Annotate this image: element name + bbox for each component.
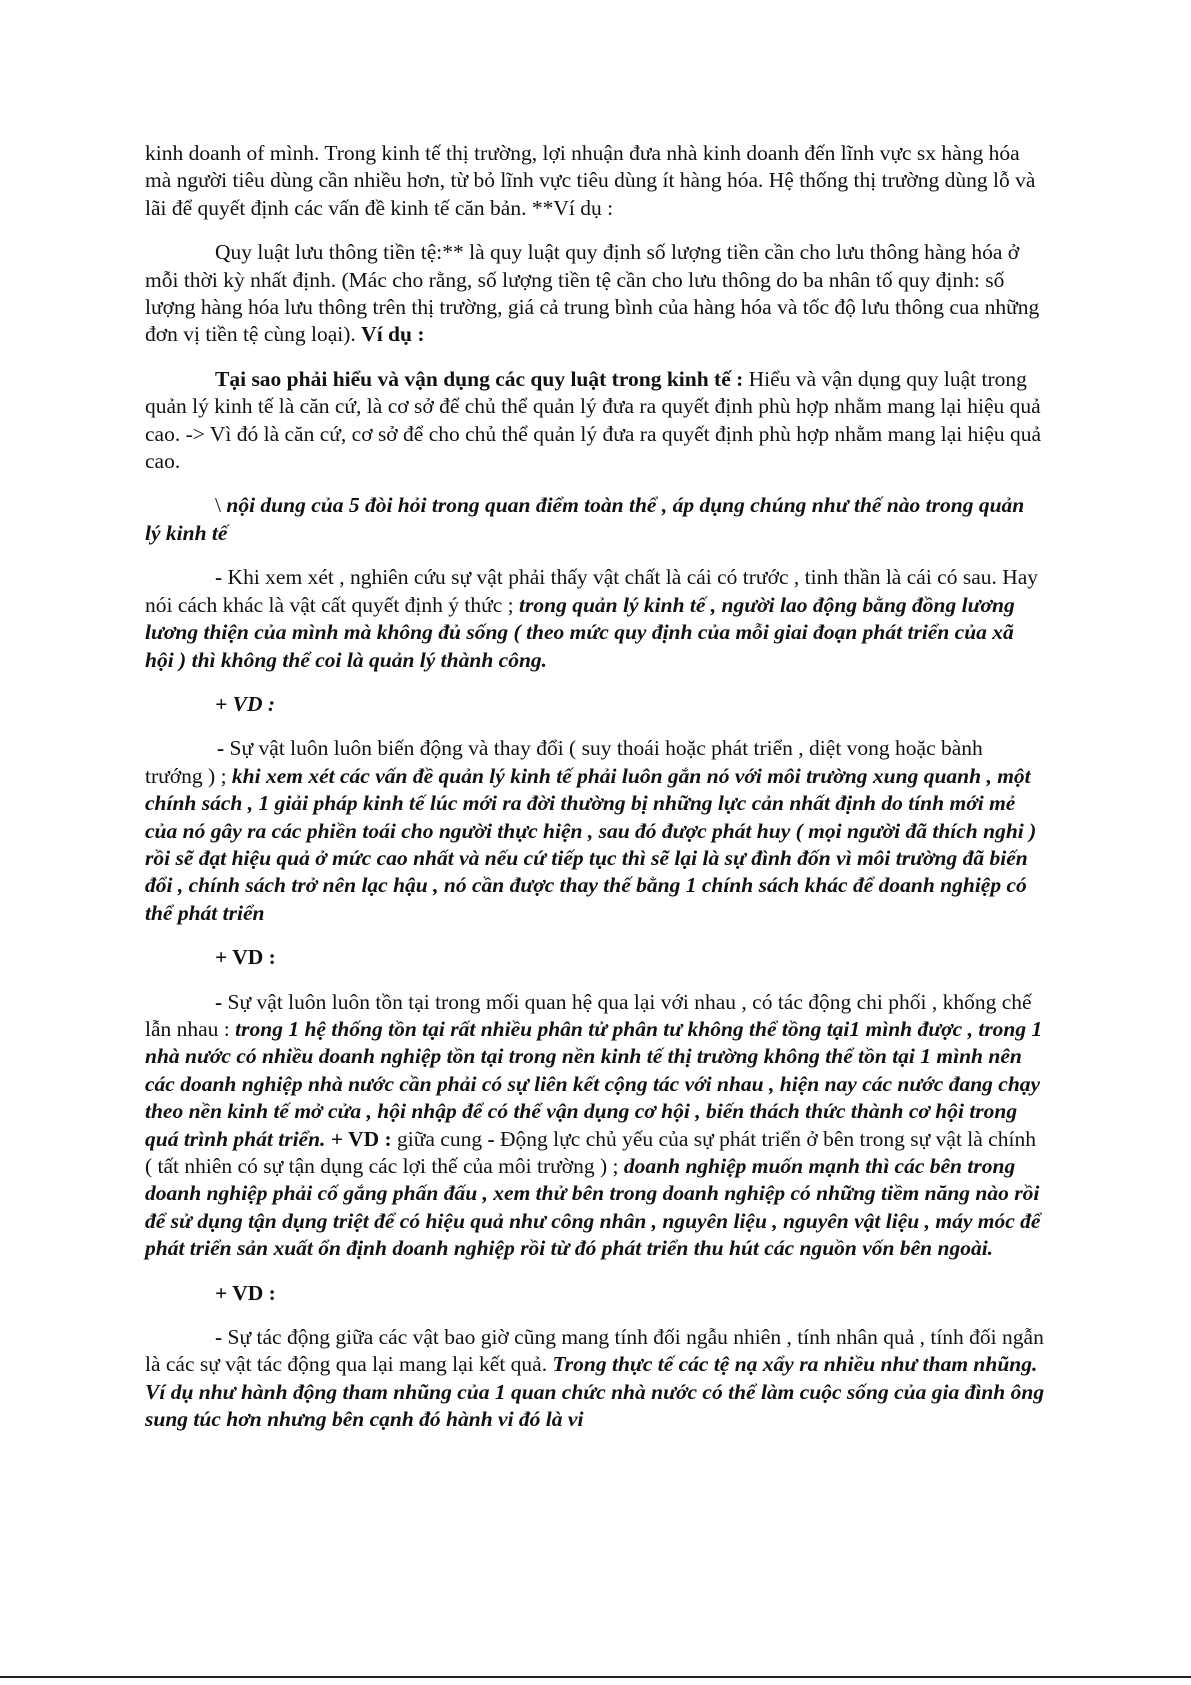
page-bottom-rule	[0, 1676, 1191, 1678]
paragraph-6-text: Sự vật luôn luôn biến động và thay đổi ( suy thoái hoặc phát triển , diệt vong hoặc bành trướng ) ;	[145, 736, 983, 788]
paragraph-8	[145, 1324, 1045, 1434]
paragraph-3-heading: Tại sao phải hiểu và vận dụng các quy luật trong kinh tế :	[215, 366, 744, 391]
paragraph-3-text: Hiểu và vận dụng quy luật trong quản lý kinh tế là căn cứ, là cơ sở để chủ thể quản lý đưa ra quyết định phù hợp nhằm mang lại hiệu quả cao. -> Vì đó là căn cứ, cơ sở để cho chủ thể quản lý đưa ra quyết định phù hợp nhằm mang lại hiệu quả cao.	[145, 366, 1042, 474]
paragraph-7-emphasis-2: doanh nghiệp muốn mạnh thì các bên trong doanh nghiệp phải cố gắng phấn đấu , xem thử bên trong doanh nghiệp có những tiềm năng nào rồi để sử dụng tận dụng triệt để có hiệu quả như công nhân , nguyên liệu , nguyên vật liệu , máy móc để phát triển sản xuất ổn định doanh nghiệp rồi từ đó phát triển thu hút các nguồn vốn bên ngoài.	[145, 1154, 1041, 1261]
paragraph-8-text: Sự tác động giữa các vật bao giờ cũng mang tính đối ngẫu nhiên , tính nhân quả , tính đối ngẫn là các sự vật tác động qua lại mang lại kết quả.	[145, 1325, 1044, 1377]
paragraph-4-heading: nội dung của 5 đòi hỏi trong quan điểm toàn thể , áp dụng chúng như thế nào trong quản lý kinh tế	[145, 493, 1025, 545]
paragraph-7	[145, 989, 1045, 1263]
paragraph-5-text: Khi xem xét , nghiên cứu sự vật phải thấy vật chất là cái có trước , tinh thần là cái có sau. Hay nói cách khác là vật cất quyết định ý thức ;	[145, 565, 1039, 617]
paragraph-4	[145, 492, 1045, 547]
paragraph-7-text: Sự vật luôn luôn tồn tại trong mối quan hệ qua lại với nhau , có tác động chi phối , khống chế lẫn nhau :	[145, 989, 1032, 1041]
example-label-3: + VD :	[215, 1280, 276, 1305]
paragraph-5-dash: -	[215, 565, 228, 590]
paragraph-4-prefix: \	[215, 493, 227, 518]
paragraph-7-emphasis: trong 1 hệ thống tồn tại rất nhiều phân tử phân tư không thể tồng tại1 mình được , trong 1 nhà nước có nhiều doanh nghiệp tồn tại trong nền kinh tế thị trường không thể tồn tại 1 mình nên các doanh nghiệp nhà nước cần phải có sự liên kết cộng tác với nhau , hiện nay các nước đang chạy theo nền kinh tế mở cửa , hội nhập để có thể vận dụng cơ hội , biến thách thức thành cơ hội trong quá trình phát triển.	[145, 1016, 1043, 1151]
paragraph-3	[145, 366, 1045, 476]
paragraph-7-text-2: giữa cung	[391, 1126, 488, 1151]
paragraph-2	[145, 239, 1045, 349]
example-label-1: + VD :	[215, 691, 276, 716]
paragraph-7-example: + VD :	[325, 1126, 392, 1151]
paragraph-8-emphasis: Trong thực tế các tệ nạ xẩy ra nhiều như tham nhũng. Ví dụ như hành động tham nhũng của 1 quan chức nhà nước có thể làm cuộc sống của gia đình ông sung túc hơn nhưng bên cạnh đó hành vi đó là vi	[145, 1352, 1045, 1432]
paragraph-1-text: kinh doanh of mình. Trong kinh tế thị trường, lợi nhuận đưa nhà kinh doanh đến lĩnh vực sx hàng hóa mà người tiêu dùng cần nhiều hơn, từ bỏ lĩnh vực tiêu dùng ít hàng hóa. Hệ thống thị trường dùng lỗ và lãi để quyết định các vấn đề kinh tế căn bản. **Ví dụ :	[145, 141, 1036, 220]
paragraph-8-dash: -	[215, 1325, 228, 1350]
paragraph-1	[145, 140, 1045, 222]
paragraph-6-emphasis: khi xem xét các vấn đề quản lý kinh tế phải luôn gắn nó với môi trường xung quanh , một chính sách , 1 giải pháp kinh tế lúc mới ra đời thường bị những lực cản nhất định do tính mới mẻ của nó gây ra các phiền toái cho người thực hiện , sau đó được phát huy ( mọi người đã thích nghi ) rồi sẽ đạt hiệu quả ở mức cao nhất và nếu cứ tiếp tục thì sẽ lại là sự đình đốn vì môi trường đã biến đổi , chính sách trở nên lạc hậu , nó cần được thay thế bằng 1 chính sách khác để doanh nghiệp có thể phát triển	[145, 763, 1037, 925]
paragraph-2-text: Quy luật lưu thông tiền tệ:** là quy luật quy định số lượng tiền cần cho lưu thông hàng hóa ở mỗi thời kỳ nhất định. (Mác cho rằng, số lượng tiền tệ cần cho lưu thông do ba nhân tố quy định: số lượng hàng hóa lưu thông trên thị trường, giá cả trung bình của hàng hóa và tốc độ lưu thông cua những đơn vị tiền tệ cùng loại).	[145, 240, 1040, 347]
document-body	[145, 140, 1045, 1451]
paragraph-7-dash-2: -	[487, 1126, 501, 1151]
paragraph-7-dash: -	[215, 989, 228, 1014]
paragraph-7-text-3: Động lực chủ yếu của sự phát triển ở bên trong sự vật là chính ( tất nhiên có sự tận dụng các lợi thế của môi trường ) ;	[145, 1126, 1036, 1178]
paragraph-2-bold: Ví dụ :	[361, 322, 425, 347]
example-label-2: + VD :	[215, 945, 276, 970]
paragraph-5-emphasis: trong quản lý kinh tế , người lao động bằng đồng lương lương thiện của mình mà không đủ sống ( theo mức quy định của mỗi giai đoạn phát triển của xã hội ) thì không thể coi là quản lý thành công.	[145, 592, 1015, 672]
paragraph-5	[145, 564, 1045, 674]
paragraph-6-dash: -	[217, 736, 230, 761]
paragraph-6	[145, 735, 1045, 927]
